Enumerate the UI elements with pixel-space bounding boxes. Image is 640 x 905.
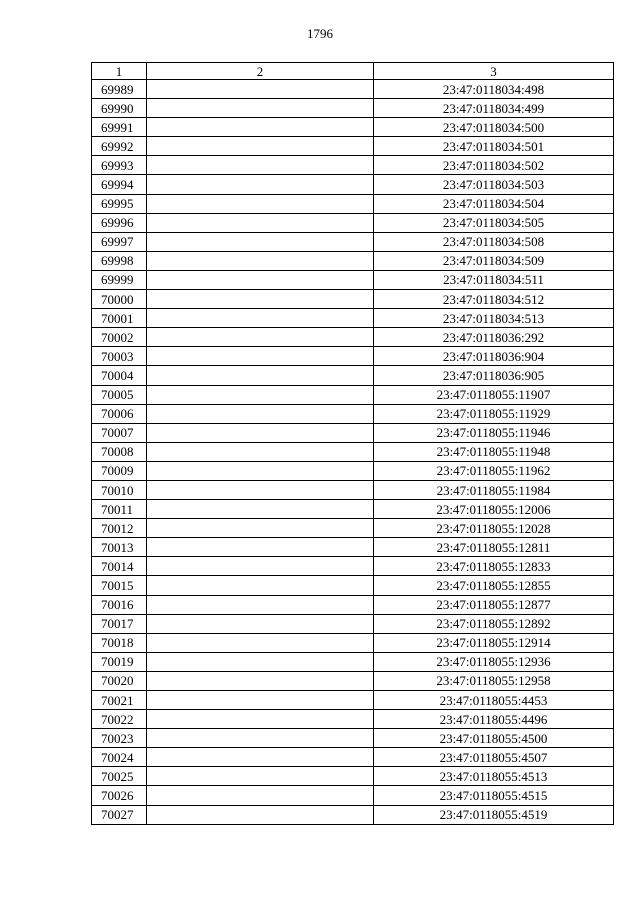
table-row	[92, 748, 614, 767]
data-table	[91, 62, 614, 825]
cadastral-number-cell: 23:47:0118034:513	[374, 309, 614, 328]
cadastral-number-cell: 23:47:0118055:4507	[374, 748, 614, 767]
empty-cell	[147, 194, 374, 213]
table-body	[92, 80, 614, 825]
empty-cell	[147, 805, 374, 824]
cadastral-number-cell: 23:47:0118055:11929	[374, 404, 614, 423]
row-number-cell: 69996	[92, 213, 147, 232]
header-row	[92, 63, 614, 80]
table-row	[92, 576, 614, 595]
cadastral-number-cell: 23:47:0118036:292	[374, 328, 614, 347]
row-number-cell: 70027	[92, 805, 147, 824]
table-row	[92, 213, 614, 232]
empty-cell	[147, 767, 374, 786]
empty-cell	[147, 213, 374, 232]
column-header-1: 1	[92, 63, 147, 80]
cadastral-number-cell: 23:47:0118034:500	[374, 118, 614, 137]
row-number-cell: 69991	[92, 118, 147, 137]
row-number-cell: 69989	[92, 80, 147, 99]
table-row	[92, 786, 614, 805]
empty-cell	[147, 385, 374, 404]
row-number-cell: 70016	[92, 595, 147, 614]
row-number-cell: 70012	[92, 519, 147, 538]
row-number-cell: 70007	[92, 423, 147, 442]
cadastral-number-cell: 23:47:0118055:12877	[374, 595, 614, 614]
row-number-cell: 70005	[92, 385, 147, 404]
empty-cell	[147, 290, 374, 309]
table-row	[92, 633, 614, 652]
empty-cell	[147, 595, 374, 614]
table-header	[92, 63, 614, 80]
empty-cell	[147, 137, 374, 156]
table-row	[92, 691, 614, 710]
row-number-cell: 70024	[92, 748, 147, 767]
empty-cell	[147, 480, 374, 499]
empty-cell	[147, 538, 374, 557]
row-number-cell: 70006	[92, 404, 147, 423]
column-header-2: 2	[147, 63, 374, 80]
row-number-cell: 70014	[92, 557, 147, 576]
table-row	[92, 519, 614, 538]
cadastral-number-cell: 23:47:0118055:4496	[374, 710, 614, 729]
cadastral-number-cell: 23:47:0118055:12811	[374, 538, 614, 557]
cadastral-number-cell: 23:47:0118055:12006	[374, 500, 614, 519]
cadastral-number-cell: 23:47:0118055:4513	[374, 767, 614, 786]
cadastral-number-cell: 23:47:0118055:12958	[374, 671, 614, 690]
empty-cell	[147, 671, 374, 690]
row-number-cell: 70020	[92, 671, 147, 690]
empty-cell	[147, 500, 374, 519]
empty-cell	[147, 328, 374, 347]
row-number-cell: 70026	[92, 786, 147, 805]
empty-cell	[147, 423, 374, 442]
page-number: 1796	[307, 26, 333, 41]
cadastral-number-cell: 23:47:0118034:508	[374, 232, 614, 251]
table-row	[92, 80, 614, 99]
cadastral-number-cell: 23:47:0118036:905	[374, 366, 614, 385]
table-row	[92, 309, 614, 328]
empty-cell	[147, 614, 374, 633]
cadastral-number-cell: 23:47:0118034:501	[374, 137, 614, 156]
table-row	[92, 232, 614, 251]
row-number-cell: 70008	[92, 442, 147, 461]
table-row	[92, 805, 614, 824]
table-row	[92, 347, 614, 366]
empty-cell	[147, 366, 374, 385]
cadastral-number-cell: 23:47:0118055:11948	[374, 442, 614, 461]
column-header-3: 3	[374, 63, 614, 80]
cadastral-number-cell: 23:47:0118034:509	[374, 251, 614, 270]
table-row	[92, 99, 614, 118]
table-row	[92, 328, 614, 347]
row-number-cell: 69993	[92, 156, 147, 175]
cadastral-number-cell: 23:47:0118055:11946	[374, 423, 614, 442]
table-row	[92, 652, 614, 671]
empty-cell	[147, 156, 374, 175]
table-row	[92, 614, 614, 633]
empty-cell	[147, 251, 374, 270]
table-row	[92, 461, 614, 480]
empty-cell	[147, 710, 374, 729]
row-number-cell: 70017	[92, 614, 147, 633]
empty-cell	[147, 519, 374, 538]
table-row	[92, 118, 614, 137]
row-number-cell: 70015	[92, 576, 147, 595]
table-row	[92, 385, 614, 404]
row-number-cell: 69992	[92, 137, 147, 156]
row-number-cell: 70004	[92, 366, 147, 385]
empty-cell	[147, 118, 374, 137]
cadastral-number-cell: 23:47:0118055:12028	[374, 519, 614, 538]
table-row	[92, 366, 614, 385]
row-number-cell: 69998	[92, 251, 147, 270]
row-number-cell: 69997	[92, 232, 147, 251]
table-row	[92, 404, 614, 423]
table-row	[92, 194, 614, 213]
row-number-cell: 70001	[92, 309, 147, 328]
cadastral-number-cell: 23:47:0118055:11907	[374, 385, 614, 404]
row-number-cell: 69999	[92, 270, 147, 289]
empty-cell	[147, 309, 374, 328]
cadastral-number-cell: 23:47:0118034:498	[374, 80, 614, 99]
empty-cell	[147, 99, 374, 118]
row-number-cell: 70018	[92, 633, 147, 652]
table-row	[92, 595, 614, 614]
table-row	[92, 557, 614, 576]
table-row	[92, 480, 614, 499]
table-row	[92, 710, 614, 729]
cadastral-number-cell: 23:47:0118055:12855	[374, 576, 614, 595]
row-number-cell: 70022	[92, 710, 147, 729]
table-row	[92, 137, 614, 156]
empty-cell	[147, 729, 374, 748]
cadastral-number-cell: 23:47:0118034:499	[374, 99, 614, 118]
empty-cell	[147, 652, 374, 671]
table-row	[92, 767, 614, 786]
table-row	[92, 538, 614, 557]
table-row	[92, 175, 614, 194]
cadastral-number-cell: 23:47:0118055:12892	[374, 614, 614, 633]
empty-cell	[147, 786, 374, 805]
empty-cell	[147, 691, 374, 710]
cadastral-number-cell: 23:47:0118055:4453	[374, 691, 614, 710]
row-number-cell: 70019	[92, 652, 147, 671]
empty-cell	[147, 232, 374, 251]
table-row	[92, 290, 614, 309]
table-row	[92, 442, 614, 461]
cadastral-number-cell: 23:47:0118055:12914	[374, 633, 614, 652]
cadastral-number-cell: 23:47:0118034:502	[374, 156, 614, 175]
cadastral-number-cell: 23:47:0118036:904	[374, 347, 614, 366]
row-number-cell: 70025	[92, 767, 147, 786]
cadastral-number-cell: 23:47:0118034:512	[374, 290, 614, 309]
row-number-cell: 69990	[92, 99, 147, 118]
table-row	[92, 671, 614, 690]
row-number-cell: 70010	[92, 480, 147, 499]
table-row	[92, 500, 614, 519]
empty-cell	[147, 748, 374, 767]
empty-cell	[147, 461, 374, 480]
cadastral-number-cell: 23:47:0118034:505	[374, 213, 614, 232]
table-row	[92, 270, 614, 289]
empty-cell	[147, 404, 374, 423]
empty-cell	[147, 633, 374, 652]
cadastral-number-cell: 23:47:0118055:11984	[374, 480, 614, 499]
row-number-cell: 70003	[92, 347, 147, 366]
row-number-cell: 70021	[92, 691, 147, 710]
table-row	[92, 423, 614, 442]
empty-cell	[147, 576, 374, 595]
cadastral-number-cell: 23:47:0118055:12833	[374, 557, 614, 576]
row-number-cell: 70023	[92, 729, 147, 748]
cadastral-number-cell: 23:47:0118055:12936	[374, 652, 614, 671]
row-number-cell: 70009	[92, 461, 147, 480]
cadastral-number-cell: 23:47:0118055:4519	[374, 805, 614, 824]
empty-cell	[147, 347, 374, 366]
empty-cell	[147, 80, 374, 99]
cadastral-number-cell: 23:47:0118055:4515	[374, 786, 614, 805]
cadastral-number-cell: 23:47:0118055:4500	[374, 729, 614, 748]
row-number-cell: 69994	[92, 175, 147, 194]
cadastral-number-cell: 23:47:0118055:11962	[374, 461, 614, 480]
row-number-cell: 70011	[92, 500, 147, 519]
table-row	[92, 251, 614, 270]
empty-cell	[147, 270, 374, 289]
table-row	[92, 156, 614, 175]
row-number-cell: 70002	[92, 328, 147, 347]
row-number-cell: 69995	[92, 194, 147, 213]
cadastral-number-cell: 23:47:0118034:503	[374, 175, 614, 194]
cadastral-number-cell: 23:47:0118034:511	[374, 270, 614, 289]
empty-cell	[147, 175, 374, 194]
table-row	[92, 729, 614, 748]
row-number-cell: 70013	[92, 538, 147, 557]
row-number-cell: 70000	[92, 290, 147, 309]
empty-cell	[147, 442, 374, 461]
empty-cell	[147, 557, 374, 576]
cadastral-number-cell: 23:47:0118034:504	[374, 194, 614, 213]
